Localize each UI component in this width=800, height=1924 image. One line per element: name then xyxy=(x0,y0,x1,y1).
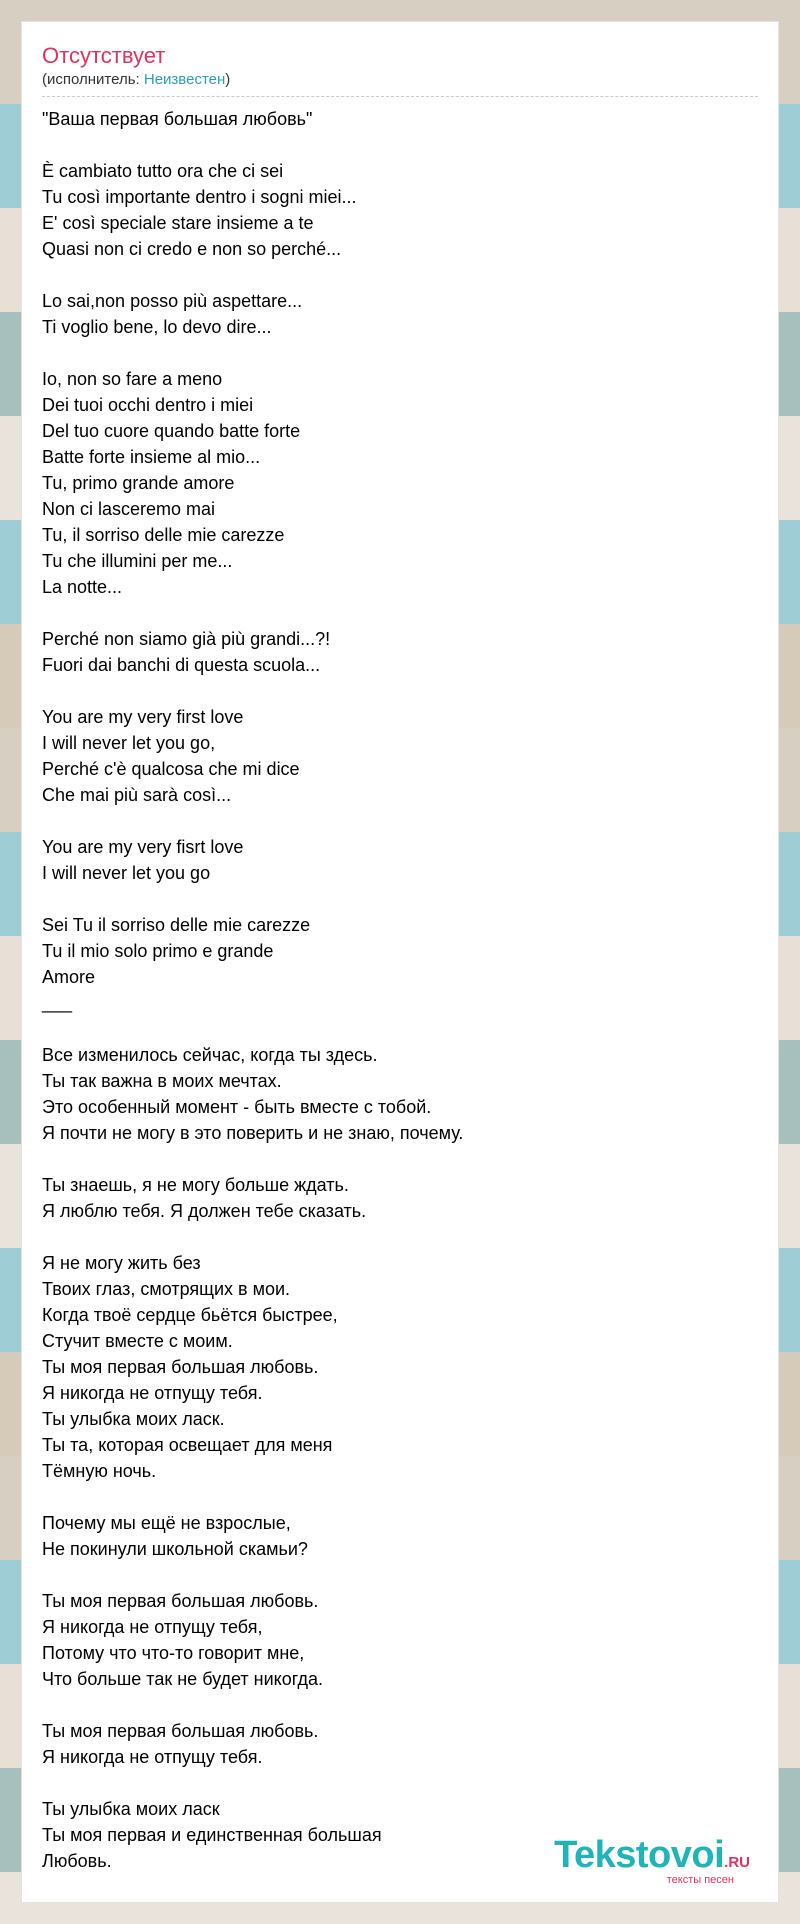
artist-prefix: (исполнитель: xyxy=(42,71,144,88)
song-title: Отсутствует xyxy=(42,43,166,68)
site-logo[interactable] xyxy=(554,1836,750,1886)
artist-line xyxy=(42,70,758,90)
lyrics-card xyxy=(22,22,778,1902)
logo-tagline: тексты песен xyxy=(666,1874,734,1886)
logo-domain: .RU xyxy=(724,1854,750,1871)
artist-link[interactable]: Неизвестен xyxy=(143,71,226,88)
song-header xyxy=(42,42,758,97)
lyrics-text: "Ваша первая большая любовь" È cambiato tutto ora che ci sei Tu così importante dentro i sogni miei... E' così speciale stare insieme a te Quasi non ci credo e non so perché... Lo sai,non posso più aspettare... Ti voglio bene, lo devo dire... Io, non so fare a meno Dei tuoi occhi dentro i miei Del tuo cuore quando batte forte Batte forte insieme al mio... Tu, primo grande amore Non ci lasceremo mai Tu, il sorriso delle mie carezze Tu che illumini per me... La notte... Perché non siamo già più grandi...?! Fuori dai banchi di questa scuola... You are my very first love I will never let you go, Perché c'è qualcosa che mi dice Che mai più sarà così... You are my very fisrt love I will never let you go Sei Tu il sorriso delle mie carezze Tu il mio solo primo e grande Amore ___ Все изменилось сейчас, когда ты здесь. Ты так важна в моих мечтах. Это особенный момент - быть вместе с тобой. Я почти не могу в это поверить и не знаю, почему. Ты знаешь, я не могу больше ждать. Я люблю тебя. Я должен тебе сказать. Я не могу жить без Твоих глаз, смотрящих в мои. Когда твоё сердце бьётся быстрее, Стучит вместе с моим. Ты моя первая большая любовь. Я никогда не отпущу тебя. Ты улыбка моих ласк. Ты та, которая освещает для меня Тёмную ночь. Почему мы ещё не взрослые, Не покинули школьной скамьи? Ты моя первая большая любовь. Я никогда не отпущу тебя, Потому что что-то говорит мне, Что больше так не будет никогда. Ты моя первая большая любовь. Я никогда не отпущу тебя. Ты улыбка моих ласк Ты моя первая и единственная большая Любовь. xyxy=(42,109,464,1871)
artist-suffix: ) xyxy=(225,71,231,88)
logo-wordmark: Tekstovoi xyxy=(554,1834,725,1876)
